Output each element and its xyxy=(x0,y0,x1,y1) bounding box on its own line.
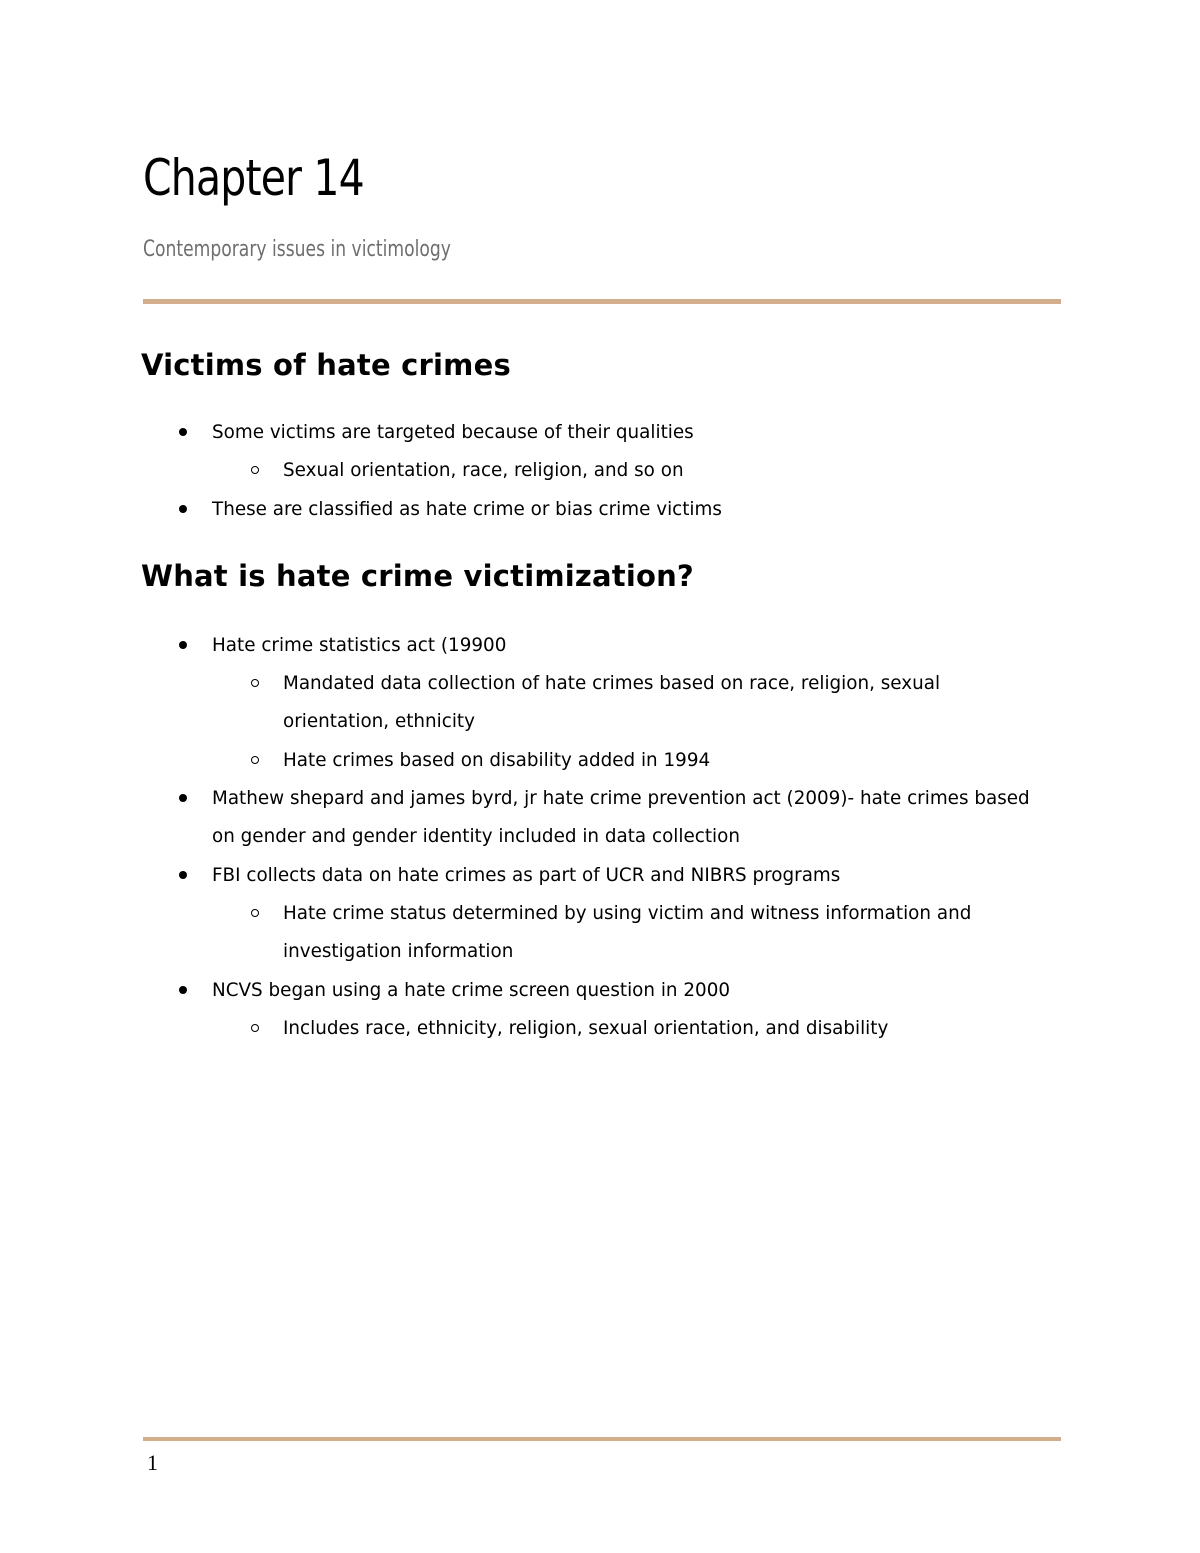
page-number: 1 xyxy=(147,1450,158,1475)
document-body xyxy=(141,344,1071,1047)
list-item-text: Mandated data collection of hate crimes based on race, religion, sexual orientation, ethnicity xyxy=(283,672,941,733)
page-title: Chapter 14 xyxy=(143,149,364,207)
list-item-text: Some victims are targeted because of their qualities xyxy=(212,421,694,443)
bullet-disc-icon xyxy=(179,428,187,436)
bullet-circle-icon xyxy=(251,679,259,687)
bullet-disc-icon xyxy=(179,641,187,649)
bullet-circle-icon xyxy=(251,756,259,764)
bullet-disc-icon xyxy=(179,986,187,994)
list-item xyxy=(141,413,1071,451)
list-item-text: Includes race, ethnicity, religion, sexual orientation, and disability xyxy=(283,1016,889,1039)
list-item-text: Hate crime status determined by using victim and witness information and investigation information xyxy=(283,901,972,963)
bullet-disc-icon xyxy=(179,794,187,802)
bullet-circle-icon xyxy=(251,909,259,917)
list-item xyxy=(141,664,1071,741)
bullet-circle-icon xyxy=(251,466,259,474)
bullet-disc-icon xyxy=(179,505,187,513)
list-item-text: Sexual orientation, race, religion, and so on xyxy=(283,459,684,482)
list-item xyxy=(141,856,1071,894)
bullet-disc-icon xyxy=(179,871,187,879)
list-item xyxy=(141,1009,1071,1047)
page-subtitle: Contemporary issues in victimology xyxy=(143,237,451,262)
list-item xyxy=(141,894,1071,971)
section-list-hate-crime-victimization xyxy=(141,626,1071,1047)
list-item-text: Mathew shepard and james byrd, jr hate crime prevention act (2009)- hate crimes based on gender and gender identity included in data collection xyxy=(212,787,1030,848)
list-item xyxy=(141,779,1071,856)
section-list-victims xyxy=(141,413,1071,528)
list-item-text: These are classified as hate crime or bias crime victims xyxy=(212,497,722,520)
list-item xyxy=(141,451,1071,489)
list-item-text: Hate crime statistics act (19900 xyxy=(212,633,507,656)
bullet-circle-icon xyxy=(251,1024,259,1032)
list-item-text: NCVS began using a hate crime screen question in 2000 xyxy=(212,978,731,1001)
list-item xyxy=(141,490,1071,528)
section-heading-victims: Victims of hate crimes xyxy=(141,348,511,382)
section-heading-hate-crime-victimization: What is hate crime victimization? xyxy=(141,558,694,593)
list-item xyxy=(141,741,1071,779)
list-item xyxy=(141,971,1071,1009)
header-divider xyxy=(143,299,1061,304)
list-item xyxy=(141,626,1071,664)
list-item-text: Hate crimes based on disability added in 1994 xyxy=(283,748,711,771)
footer-divider xyxy=(143,1437,1061,1441)
list-item-text: FBI collects data on hate crimes as part of UCR and NIBRS programs xyxy=(212,863,841,886)
